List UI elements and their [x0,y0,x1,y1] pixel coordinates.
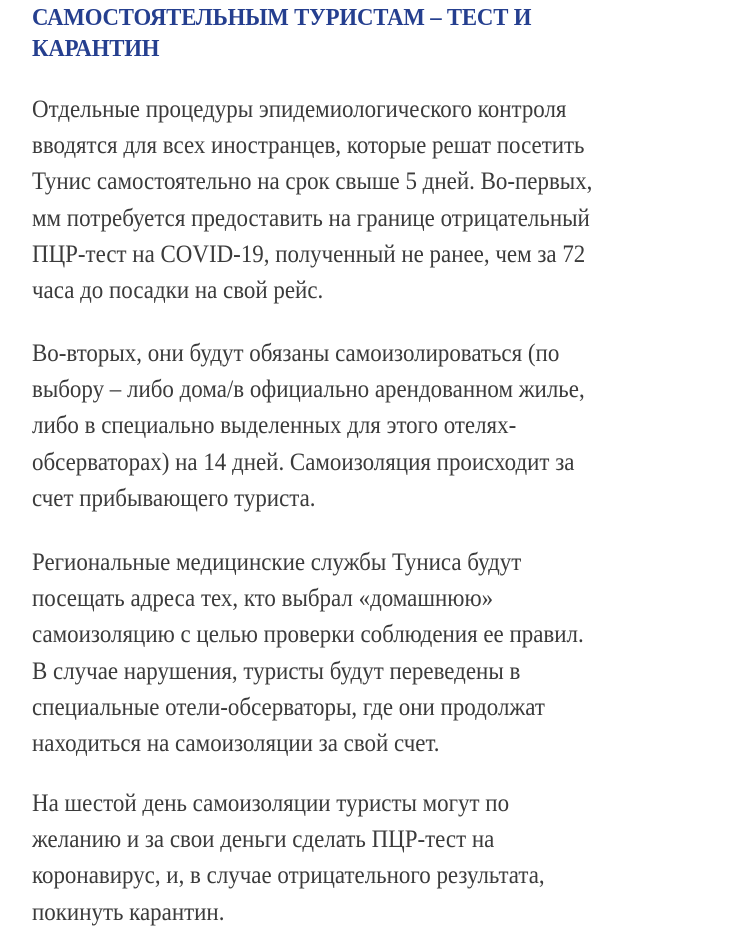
text-line: часа до посадки на свой рейс. [32,275,324,305]
text-line: В случае нарушения, туристы будут переведены в [32,655,521,685]
text-line: посещать адреса тех, кто выбрал «домашнюю» [32,583,494,613]
text-line: Тунис самостоятельно на срок свыше 5 дней. Во-первых, [32,166,593,196]
section-heading [32,0,702,64]
heading-line: КАРАНТИН [32,35,160,62]
text-line: специальные отели-обсерваторы, где они продолжат [32,691,545,721]
text-line: желанию и за свои деньги сделать ПЦР-тест на [32,824,495,854]
paragraph-medical-checks [32,544,716,761]
text-line: На шестой день самоизоляции туристы могут по [32,788,510,817]
text-line: выбору – либо дома/в официально арендованном жилье, [32,374,585,404]
paragraph-self-isolation [32,335,716,516]
text-line: покинуть карантин. [32,896,225,926]
text-line: Региональные медицинские службы Туниса будут [32,547,522,576]
paragraph-sixth-day-test [32,785,716,930]
text-line: находиться на самоизоляции за свой счет. [32,728,440,758]
text-line: обсерваторах) на 14 дней. Самоизоляция происходит за [32,446,575,476]
text-line: самоизоляцию с целью проверки соблюдения ее правил. [32,619,584,649]
text-line: Во-вторых, они будут обязаны самоизолироваться (по [32,338,560,367]
text-line: вводятся для всех иностранцев, которые решат посетить [32,130,585,160]
text-line: коронавирус, и, в случае отрицательного результата, [32,860,545,890]
paragraph-pcr-test-requirement [32,91,716,308]
text-line: либо в специально выделенных для этого отелях- [32,410,517,440]
text-line: ПЦР-тест на COVID-19, полученный не ранее, чем за 72 [32,238,586,268]
text-line: счет прибывающего туриста. [32,482,316,512]
text-line: мм потребуется предоставить на границе отрицательный [32,202,590,232]
text-line: Отдельные процедуры эпидемиологического контроля [32,94,567,123]
heading-line: САМОСТОЯТЕЛЬНЫМ ТУРИСТАМ – ТЕСТ И [32,4,532,31]
article [32,0,722,926]
